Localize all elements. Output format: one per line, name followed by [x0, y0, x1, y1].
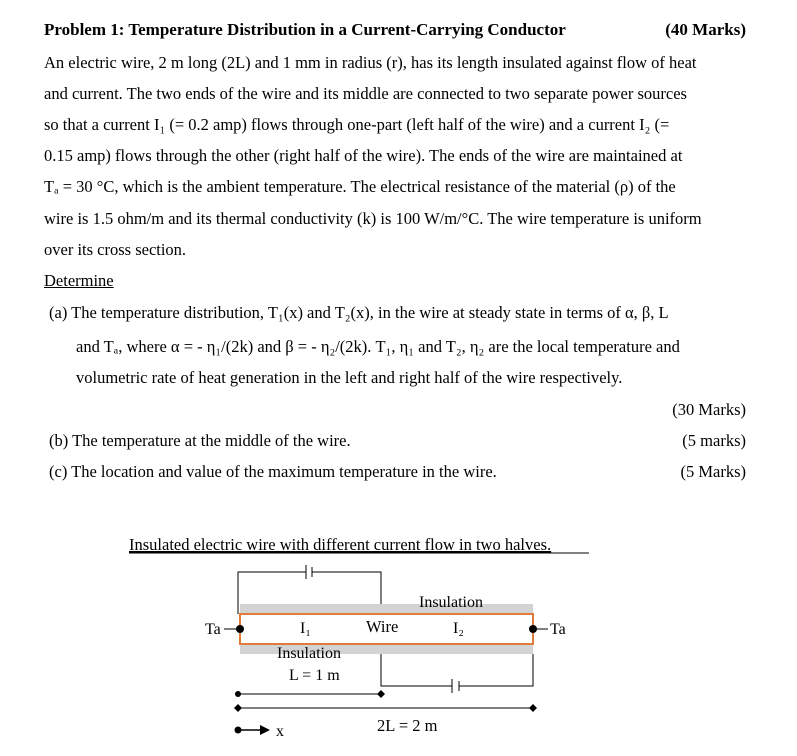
part-b-line: (b) The temperature at the middle of the wire.: [49, 431, 351, 450]
problem-title: Problem 1: Temperature Distribution in a Current-Carrying Conductor: [44, 20, 566, 39]
ambient-temp-right: Ta: [550, 621, 566, 638]
left-terminal: [236, 625, 244, 633]
total-length-label: 2L = 2 m: [377, 716, 438, 735]
determine-heading: Determine: [44, 271, 114, 290]
part-a-marks: (30 Marks): [672, 400, 746, 419]
body-line: over its cross section.: [44, 240, 187, 259]
wire-label: Wire: [366, 617, 399, 636]
body-line: Tₐ = 30 °C, which is the ambient temperature. The electrical resistance of the material (ρ) of the: [44, 177, 676, 196]
figure-caption: Insulated electric wire with different current flow in two halves.: [129, 535, 552, 554]
part-c-marks: (5 Marks): [680, 462, 746, 481]
body-line: An electric wire, 2 m long (2L) and 1 mm in radius (r), has its length insulated against flow of heat: [44, 53, 697, 72]
ambient-temp-left: Ta: [205, 621, 221, 638]
part-a-line: and Tₐ, where α = - η₁/(2k) and β = - η₂/(2k). T₁, η₁ and T₂, η₂ are the local temperature and: [76, 337, 680, 356]
right-terminal: [529, 625, 537, 633]
insulation-top-band: [240, 604, 533, 614]
half-length-label: L = 1 m: [289, 667, 340, 684]
problem-marks: (40 Marks): [665, 20, 746, 39]
x-axis-label: x: [276, 723, 284, 740]
body-line: 0.15 amp) flows through the other (right half of the wire). The ends of the wire are maintained at: [44, 146, 683, 165]
insulation-top-label: Insulation: [419, 594, 483, 611]
full-length-start-marker: [234, 704, 242, 712]
part-b-marks: (5 marks): [682, 431, 746, 450]
current-right-label: I₂: [453, 620, 464, 637]
half-length-end-marker: [377, 690, 385, 698]
full-length-end-marker: [529, 704, 537, 712]
part-c-line: (c) The location and value of the maximum temperature in the wire.: [49, 462, 497, 481]
power-source-bottom: [381, 654, 533, 693]
part-a-line: (a) The temperature distribution, T₁(x) and T₂(x), in the wire at steady state in terms of α, β, L: [49, 303, 669, 322]
part-a-line: volumetric rate of heat generation in the left and right half of the wire respectively.: [76, 368, 623, 387]
body-line: wire is 1.5 ohm/m and its thermal conductivity (k) is 100 W/m/°C. The wire temperature is uniform: [44, 209, 702, 228]
x-axis-arrowhead: [260, 725, 270, 735]
half-length-start-dot: [235, 691, 241, 697]
current-left-label: I₁: [300, 620, 311, 637]
body-line: and current. The two ends of the wire and its middle are connected to two separate power sources: [44, 84, 687, 103]
insulation-bottom-label: Insulation: [277, 645, 341, 662]
body-line: so that a current I₁ (= 0.2 amp) flows through one-part (left half of the wire) and a current I₂ (=: [44, 115, 670, 134]
